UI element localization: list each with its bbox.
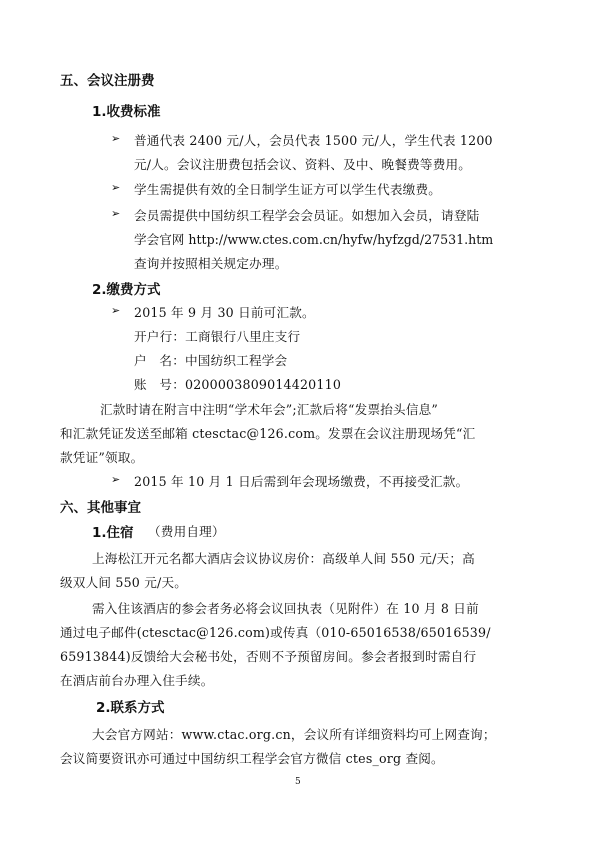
reservation-note-line-1: 需入住该酒店的参会者务必将会议回执表（见附件）在 10 月 8 日前 (92, 601, 479, 616)
account-holder: 户 名：中国纺织工程学会 (134, 353, 288, 368)
section-heading-other-matters: 六、其他事宜 (60, 500, 141, 516)
bullet-arrow-icon: ➢ (111, 181, 121, 194)
member-card-line-3: 查询并按照相关规定办理。 (134, 256, 288, 271)
reservation-note-line-4: 在酒店前台办理入住手续。 (60, 673, 214, 688)
member-card-line-1: 会员需提供中国纺织工程学会会员证。如想加入会员，请登陆 (134, 208, 480, 223)
payment-deadline: 2015 年 9 月 30 日前可汇款。 (134, 305, 315, 320)
bank-name: 开户行：工商银行八里庄支行 (134, 329, 301, 344)
bullet-arrow-icon: ➢ (111, 132, 121, 145)
reservation-note-line-3: 65913844)反馈给大会秘书处，否则不予预留房间。参会者报到时需自行 (60, 649, 477, 664)
member-card-line-2: 学会官网 http://www.ctes.com.cn/hyfw/hyfzgd/27531.htm (134, 232, 494, 247)
hotel-rates-line-1: 上海松江开元名都大酒店会议协议房价：高级单人间 550 元/天；高 (92, 551, 475, 566)
remittance-note-line-2: 和汇款凭证发送至邮箱 ctesctac@126.com。发票在会议注册现场凭“汇 (60, 426, 476, 441)
subheading-contact: 2.联系方式 (96, 700, 165, 716)
student-id-note: 学生需提供有效的全日制学生证方可以学生代表缴费。 (134, 182, 442, 197)
remittance-note-line-1: 汇款时请在附言中注明“学术年会”;汇款后将“发票抬头信息” (100, 402, 439, 417)
lodging-cost-note: （费用自理） (148, 524, 225, 539)
onsite-payment-note: 2015 年 10 月 1 日后需到年会现场缴费，不再接受汇款。 (134, 474, 469, 489)
bullet-arrow-icon: ➢ (111, 473, 121, 486)
account-number: 账 号：0200003809014420110 (134, 377, 342, 392)
contact-wechat-line: 会议简要资讯亦可通过中国纺织工程学会官方微信 ctes_org 查阅。 (60, 751, 444, 766)
subheading-payment-method: 2.缴费方式 (92, 282, 161, 298)
hotel-rates-line-2: 级双人间 550 元/天。 (60, 575, 188, 590)
bullet-arrow-icon: ➢ (111, 304, 121, 317)
reservation-note-line-2: 通过电子邮件(ctesctac@126.com)或传真（010-65016538/65016539/ (60, 625, 491, 640)
page-number: 5 (295, 777, 301, 787)
fee-rates-line-1: 普通代表 2400 元/人，会员代表 1500 元/人，学生代表 1200 (134, 133, 493, 148)
section-heading-registration-fee: 五、会议注册费 (60, 73, 155, 89)
remittance-note-line-3: 款凭证”领取。 (60, 450, 144, 465)
bullet-arrow-icon: ➢ (111, 207, 121, 220)
contact-website-line: 大会官方网站：www.ctac.org.cn，会议所有详细资料均可上网查询； (92, 727, 496, 742)
fee-rates-line-2: 元/人。会议注册费包括会议、资料、及中、晚餐费等费用。 (134, 157, 472, 172)
subheading-fee-standard: 1.收费标准 (92, 104, 161, 120)
subheading-lodging: 1.住宿 (92, 525, 134, 541)
